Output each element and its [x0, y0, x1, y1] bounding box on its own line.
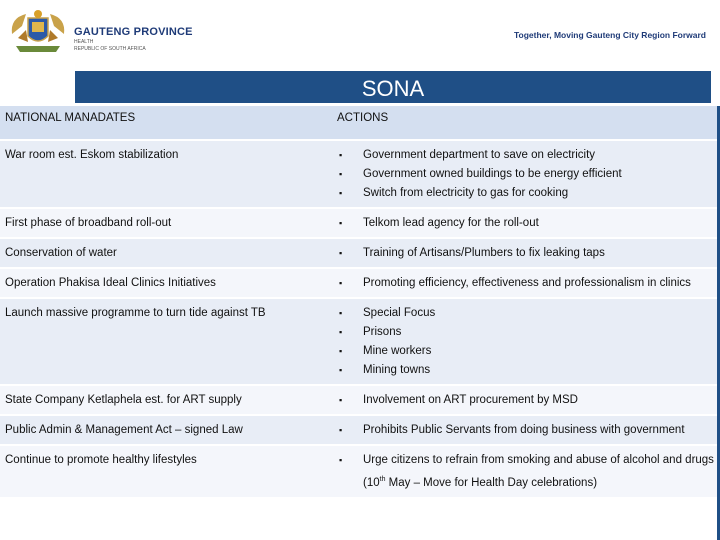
- action-item: ▪ Telkom lead agency for the roll-out: [337, 214, 716, 233]
- brand-subtitle-health: HEALTH: [74, 39, 94, 45]
- mandate-cell: Conservation of water: [0, 238, 331, 268]
- page-header: [0, 0, 720, 70]
- brand-block: [74, 26, 193, 52]
- header-actions: ACTIONS: [331, 106, 720, 140]
- actions-cell: [331, 415, 720, 445]
- mandates-table-wrapper: [0, 106, 720, 499]
- action-item: ▪ Prisons: [337, 323, 716, 342]
- mandates-table: [0, 106, 720, 499]
- actions-cell: [331, 268, 720, 298]
- action-item: ▪ Urge citizens to refrain from smoking and abuse of alcohol and drugs (10th May – Move for Health Day celebrations): [337, 451, 716, 493]
- actions-list: [337, 421, 716, 440]
- mandate-cell: War room est. Eskom stabilization: [0, 140, 331, 208]
- table-row: [0, 385, 720, 415]
- table-row: [0, 208, 720, 238]
- actions-list: [337, 244, 716, 263]
- action-item: ▪ Government department to save on electricity: [337, 146, 716, 165]
- brand-title: GAUTENG PROVINCE: [74, 26, 193, 38]
- mandate-cell: Continue to promote healthy lifestyles: [0, 445, 331, 498]
- action-item: ▪ Promoting efficiency, effectiveness and professionalism in clinics: [337, 274, 716, 293]
- table-row: [0, 298, 720, 385]
- action-item: ▪ Involvement on ART procurement by MSD: [337, 391, 716, 410]
- page-title-banner: SONA: [75, 71, 711, 103]
- coat-of-arms-icon: [8, 8, 68, 56]
- brand-subtitle-republic: REPUBLIC OF SOUTH AFRICA: [74, 46, 146, 52]
- actions-cell: [331, 298, 720, 385]
- actions-list: [337, 304, 716, 380]
- actions-list: [337, 274, 716, 293]
- mandate-cell: Launch massive programme to turn tide against TB: [0, 298, 331, 385]
- mandates-table-body: [0, 106, 720, 498]
- table-row: [0, 445, 720, 498]
- table-row: [0, 140, 720, 208]
- actions-cell: [331, 445, 720, 498]
- header-national-mandates: NATIONAL MANADATES: [0, 106, 331, 140]
- action-item: ▪ Government owned buildings to be energy efficient: [337, 165, 716, 184]
- actions-cell: [331, 238, 720, 268]
- actions-list: [337, 146, 716, 203]
- actions-cell: [331, 385, 720, 415]
- action-item: ▪ Switch from electricity to gas for cooking: [337, 184, 716, 203]
- table-row: [0, 415, 720, 445]
- mandate-cell: Operation Phakisa Ideal Clinics Initiatives: [0, 268, 331, 298]
- tagline: Together, Moving Gauteng City Region Forward: [513, 30, 706, 40]
- actions-cell: [331, 140, 720, 208]
- action-item: ▪ Training of Artisans/Plumbers to fix leaking taps: [337, 244, 716, 263]
- action-item: ▪ Special Focus: [337, 304, 716, 323]
- actions-list: [337, 451, 716, 493]
- action-item: ▪ Prohibits Public Servants from doing business with government: [337, 421, 716, 440]
- mandate-cell: Public Admin & Management Act – signed Law: [0, 415, 331, 445]
- action-item: ▪ Mining towns: [337, 361, 716, 380]
- table-row: [0, 268, 720, 298]
- table-header-row: [0, 106, 720, 140]
- mandate-cell: First phase of broadband roll-out: [0, 208, 331, 238]
- actions-cell: [331, 208, 720, 238]
- mandate-cell: State Company Ketlaphela est. for ART supply: [0, 385, 331, 415]
- actions-list: [337, 214, 716, 233]
- table-row: [0, 238, 720, 268]
- actions-list: [337, 391, 716, 410]
- action-item: ▪ Mine workers: [337, 342, 716, 361]
